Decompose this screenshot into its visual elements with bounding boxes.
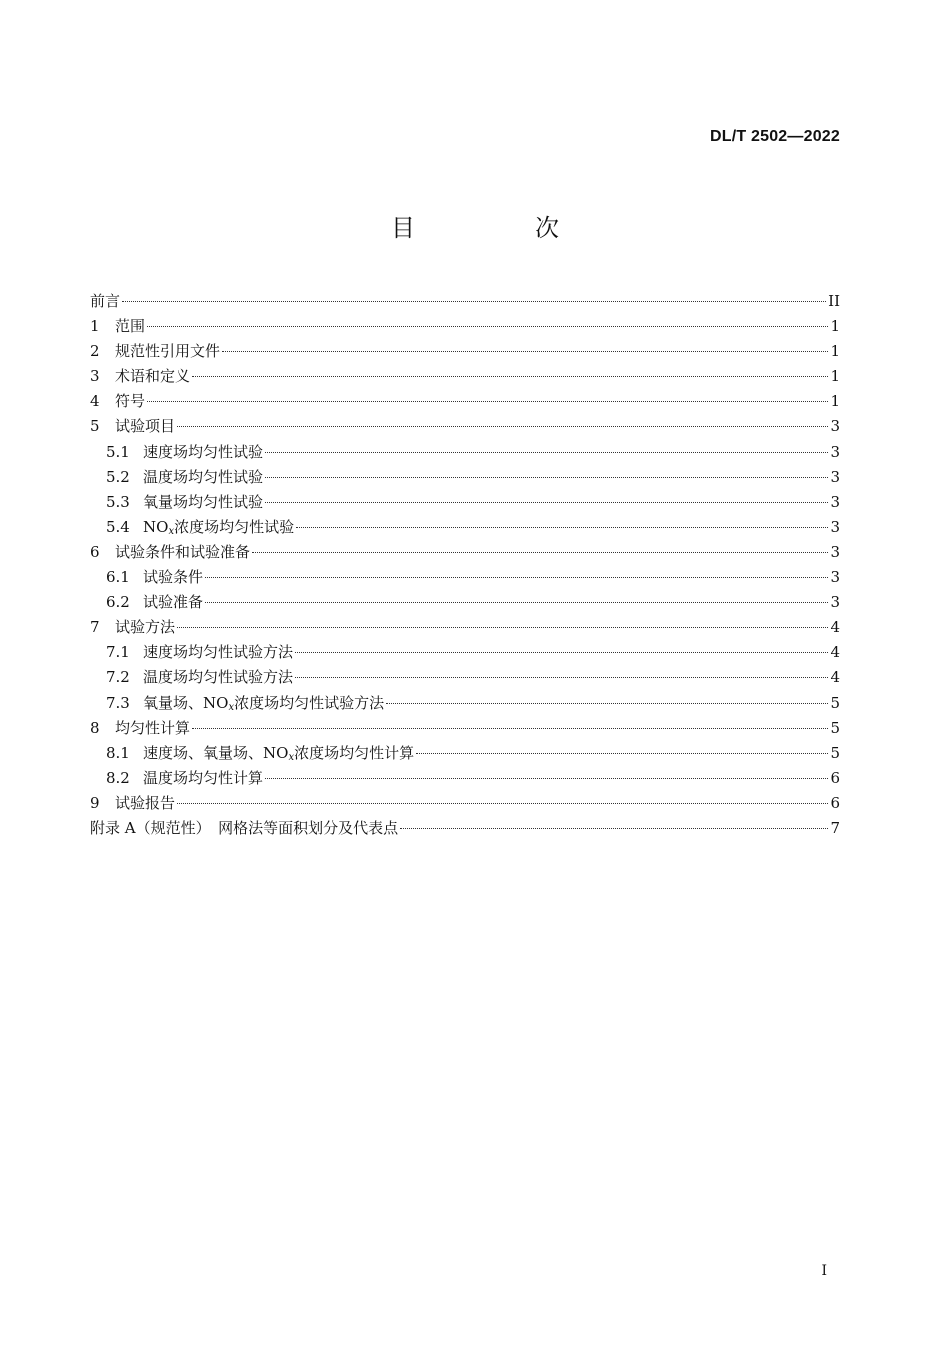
toc-entry-number: 7.2 <box>106 668 130 687</box>
toc-dot-leader <box>252 552 828 553</box>
toc-entry-label-text: 试验方法 <box>115 618 176 637</box>
toc-entry[interactable] <box>90 817 840 842</box>
toc-entry[interactable] <box>90 767 840 792</box>
toc-entry-label <box>143 491 263 512</box>
toc-entry[interactable] <box>90 491 840 516</box>
toc-entry-number: 5.4 <box>106 517 130 536</box>
toc-entry-label <box>90 290 120 311</box>
toc-entry[interactable] <box>90 466 840 491</box>
toc-entry-label-text: 浓度场均匀性计算 <box>294 743 415 762</box>
toc-entry-number: 8.2 <box>106 768 130 787</box>
toc-entry[interactable] <box>90 641 840 666</box>
toc-entry-page: 7 <box>830 818 840 837</box>
toc-entry-number: 8.1 <box>106 743 130 762</box>
toc-entry-label-text: 速度场均匀性试验方法 <box>143 643 294 662</box>
toc-entry-label <box>90 817 398 838</box>
toc-dot-leader <box>122 301 826 302</box>
toc-entry[interactable] <box>90 742 840 767</box>
toc-entry-number: 7 <box>90 618 100 637</box>
toc-entry[interactable] <box>90 415 840 440</box>
toc-entry-label-subscript: x <box>228 701 235 713</box>
toc-entry-page: 4 <box>830 668 840 687</box>
toc-entry-label <box>115 541 250 562</box>
toc-entry-page: 5 <box>830 743 840 762</box>
toc-dot-leader <box>400 828 828 829</box>
toc-entry-label-text: 前言 <box>90 292 121 310</box>
toc-entry-label <box>143 767 263 788</box>
toc-entry[interactable] <box>90 315 840 340</box>
toc-entry-page: 1 <box>830 367 840 386</box>
toc-entry-label-text: 温度场均匀性试验 <box>143 467 264 486</box>
toc-entry-label <box>115 315 145 336</box>
toc-entry[interactable] <box>90 692 840 717</box>
toc-entry-label <box>115 365 190 386</box>
toc-dot-leader <box>205 602 828 603</box>
toc-dot-leader <box>222 351 828 352</box>
toc-entry-label-text: 试验项目 <box>115 417 176 436</box>
toc-entry-number: 2 <box>90 342 100 361</box>
toc-entry-label <box>115 792 175 813</box>
toc-entry-label-text: 附录 A（规范性） 网格法等面积划分及代表点 <box>90 818 399 837</box>
toc-entry[interactable] <box>90 591 840 616</box>
toc-entry-label <box>143 591 203 612</box>
toc-dot-leader <box>295 677 828 678</box>
toc-entry-label-text: 试验条件和试验准备 <box>115 542 251 561</box>
toc-entry-label <box>143 641 293 662</box>
toc-entry-number: 5.2 <box>106 467 130 486</box>
toc-entry-number: 6.2 <box>106 593 130 612</box>
toc-dot-leader <box>205 577 828 578</box>
toc-entry[interactable] <box>90 390 840 415</box>
toc-entry-number: 9 <box>90 793 100 812</box>
toc-entry-number: 7.3 <box>106 693 130 712</box>
toc-entry[interactable] <box>90 516 840 541</box>
toc-entry-page: 1 <box>830 392 840 411</box>
toc-entry-page: 1 <box>830 342 840 361</box>
toc-dot-leader <box>265 778 828 779</box>
toc-entry-number: 6 <box>90 542 100 561</box>
toc-dot-leader <box>386 703 828 704</box>
toc-entry-label <box>143 466 263 487</box>
toc-entry-page: 3 <box>830 542 840 561</box>
toc-entry-page: 1 <box>830 317 840 336</box>
toc-dot-leader <box>416 753 828 754</box>
toc-entry-label-text: 速度场均匀性试验 <box>143 442 264 461</box>
toc-entry-number: 7.1 <box>106 643 130 662</box>
toc-title: 目 次 <box>391 214 607 242</box>
toc-entry-label <box>115 415 175 436</box>
toc-dot-leader <box>265 477 828 478</box>
toc-entry-label-prefix: 氧量场、NO <box>143 693 229 712</box>
toc-entry-label <box>143 566 203 587</box>
toc-entry[interactable] <box>90 616 840 641</box>
toc-entry-page: 4 <box>830 643 840 662</box>
toc-dot-leader <box>147 401 828 402</box>
table-of-contents <box>90 290 840 842</box>
toc-entry-label-text: 浓度场均匀性试验方法 <box>234 693 385 712</box>
toc-entry-number: 3 <box>90 367 100 386</box>
toc-entry-page: II <box>828 292 840 310</box>
toc-entry-label <box>115 616 175 637</box>
toc-dot-leader <box>265 502 828 503</box>
toc-dot-leader <box>295 652 828 653</box>
toc-entry-number: 5.3 <box>106 492 130 511</box>
toc-entry-label <box>143 742 414 763</box>
toc-entry-page: 3 <box>830 593 840 612</box>
toc-entry-label-text: 氧量场均匀性试验 <box>143 492 264 511</box>
toc-entry-number: 8 <box>90 718 100 737</box>
toc-entry-label <box>143 692 384 713</box>
document-code: DL/T 2502—2022 <box>710 128 840 145</box>
toc-entry-label-text: 均匀性计算 <box>115 718 191 737</box>
toc-entry-label <box>115 340 220 361</box>
toc-entry-page: 3 <box>830 467 840 486</box>
toc-entry[interactable] <box>90 666 840 691</box>
toc-entry-page: 5 <box>830 718 840 737</box>
toc-entry-label <box>143 516 294 537</box>
toc-entry[interactable] <box>90 365 840 390</box>
toc-dot-leader <box>177 803 828 804</box>
toc-entry-label-text: 温度场均匀性试验方法 <box>143 668 294 687</box>
toc-dot-leader <box>192 728 828 729</box>
page-number: I <box>821 1263 827 1279</box>
toc-entry-page: 5 <box>830 693 840 712</box>
toc-entry-label <box>115 390 145 411</box>
toc-entry[interactable] <box>90 340 840 365</box>
toc-entry-page: 3 <box>830 517 840 536</box>
toc-dot-leader <box>177 627 828 628</box>
toc-entry-label-prefix: NO <box>143 517 169 536</box>
toc-entry-page: 3 <box>830 442 840 461</box>
toc-entry[interactable] <box>90 290 840 315</box>
toc-entry-label <box>143 441 263 462</box>
toc-entry-number: 4 <box>90 392 100 411</box>
toc-dot-leader <box>296 527 828 528</box>
toc-entry-label-text: 试验条件 <box>143 568 204 587</box>
toc-entry[interactable] <box>90 541 840 566</box>
toc-entry-page: 3 <box>830 417 840 436</box>
toc-entry-label-text: 符号 <box>115 392 146 411</box>
toc-entry-page: 3 <box>830 568 840 587</box>
toc-entry-page: 3 <box>830 492 840 511</box>
toc-dot-leader <box>265 452 828 453</box>
toc-entry-label-text: 浓度场均匀性试验 <box>174 517 295 536</box>
toc-dot-leader <box>177 426 828 427</box>
toc-entry[interactable] <box>90 792 840 817</box>
toc-entry-page: 4 <box>830 618 840 637</box>
toc-entry-label-text: 温度场均匀性计算 <box>143 768 264 787</box>
toc-entry[interactable] <box>90 441 840 466</box>
toc-entry[interactable] <box>90 717 840 742</box>
toc-entry-label-text: 术语和定义 <box>115 367 191 386</box>
toc-entry-label-text: 规范性引用文件 <box>115 342 221 361</box>
toc-entry-label-text: 范围 <box>115 317 146 336</box>
toc-entry-number: 5.1 <box>106 442 130 461</box>
toc-entry-number: 1 <box>90 317 100 336</box>
toc-entry-label-prefix: 速度场、氧量场、NO <box>143 743 289 762</box>
toc-dot-leader <box>192 376 828 377</box>
toc-entry-label-text: 试验准备 <box>143 593 204 612</box>
toc-entry-page: 6 <box>830 768 840 787</box>
toc-entry-label-text: 试验报告 <box>115 793 176 812</box>
toc-entry-label <box>115 717 190 738</box>
toc-entry-page: 6 <box>830 793 840 812</box>
toc-entry-number: 6.1 <box>106 568 130 587</box>
toc-entry-label <box>143 666 293 687</box>
toc-entry[interactable] <box>90 566 840 591</box>
toc-entry-label-subscript: x <box>288 751 295 763</box>
toc-dot-leader <box>147 326 828 327</box>
toc-entry-label-subscript: x <box>168 525 175 537</box>
toc-entry-number: 5 <box>90 417 100 436</box>
